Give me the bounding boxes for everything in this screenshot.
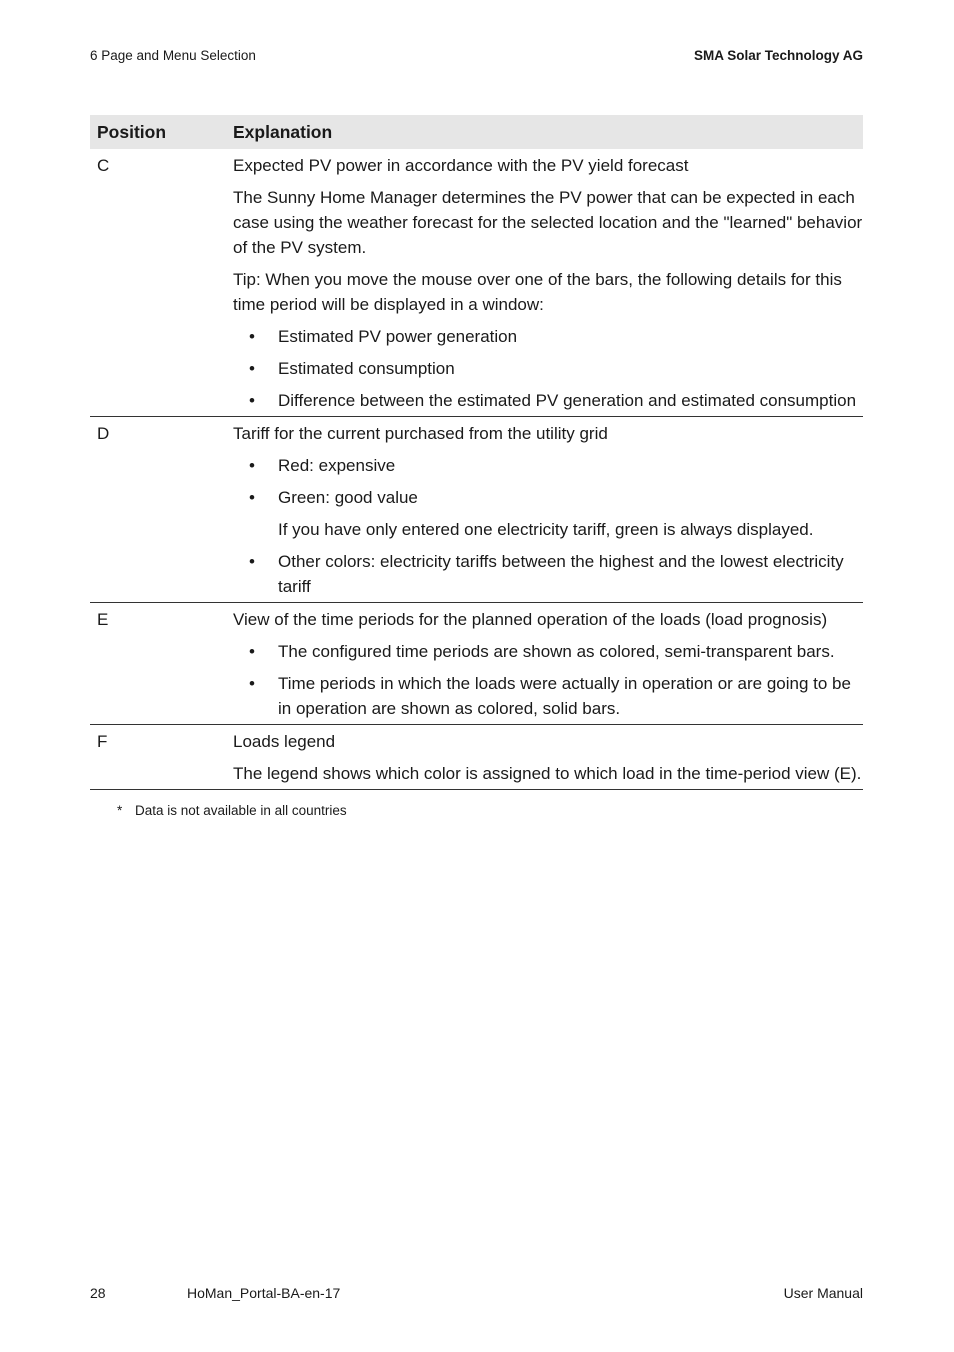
footnote-text: Data is not available in all countries [135,803,347,818]
footnote-mark: * [117,803,123,818]
table-row [90,603,863,725]
page-number: 28 [90,1285,106,1301]
paragraph: The legend shows which color is assigned to which load in the time-period view (E). [233,764,862,783]
bullet-item: • Estimated PV power generation [233,324,863,349]
bullet-item: • Red: expensive [233,453,863,478]
table-row [90,149,863,417]
row-title: Expected PV power in accordance with the PV yield forecast [233,156,689,175]
row-title: Tariff for the current purchased from the utility grid [233,424,608,443]
explanation-cell [233,149,863,417]
table-row [90,417,863,603]
position-cell: E [97,610,109,629]
explanation-cell [233,725,863,790]
bullet-item: • Other colors: electricity tariffs between the highest and the lowest electricity tariff [233,549,863,599]
column-header-explanation: Explanation [233,115,863,149]
document-id: HoMan_Portal-BA-en-17 [187,1285,341,1301]
explanation-cell [233,603,863,725]
row-title: View of the time periods for the planned operation of the loads (load prognosis) [233,610,828,629]
tip-paragraph: Tip: When you move the mouse over one of the bars, the following details for this time period will be displayed in a window: [233,270,842,314]
explanation-cell [233,417,863,603]
bullet-item: • Estimated consumption [233,356,863,381]
company-name: SMA Solar Technology AG [693,48,863,63]
bullet-item: • Green: good value [233,485,863,510]
page-header [90,48,863,68]
bullet-item: • Difference between the estimated PV generation and estimated consumption [233,388,863,413]
bullet-note: If you have only entered one electricity tariff, green is always displayed. [278,520,814,539]
explanation-table [90,115,863,790]
document-type: User Manual [783,1285,863,1301]
paragraph: The Sunny Home Manager determines the PV power that can be expected in each case using the weather forecast for the selected location and the "learned" behavior of the PV system. [233,188,863,257]
table-row [90,725,863,790]
section-title: 6 Page and Menu Selection [90,48,256,63]
bullet-item: • Time periods in which the loads were actually in operation or are going to be in operation are shown as colored, solid bars. [233,671,863,721]
table-header-row [90,115,863,149]
position-cell: F [97,732,108,751]
row-title: Loads legend [233,732,336,751]
position-cell: D [97,424,110,443]
page-footer [90,1285,863,1305]
bullet-item: • The configured time periods are shown as colored, semi-transparent bars. [233,639,863,664]
position-cell: C [97,156,110,175]
column-header-position: Position [90,115,233,149]
footnote [117,803,347,818]
